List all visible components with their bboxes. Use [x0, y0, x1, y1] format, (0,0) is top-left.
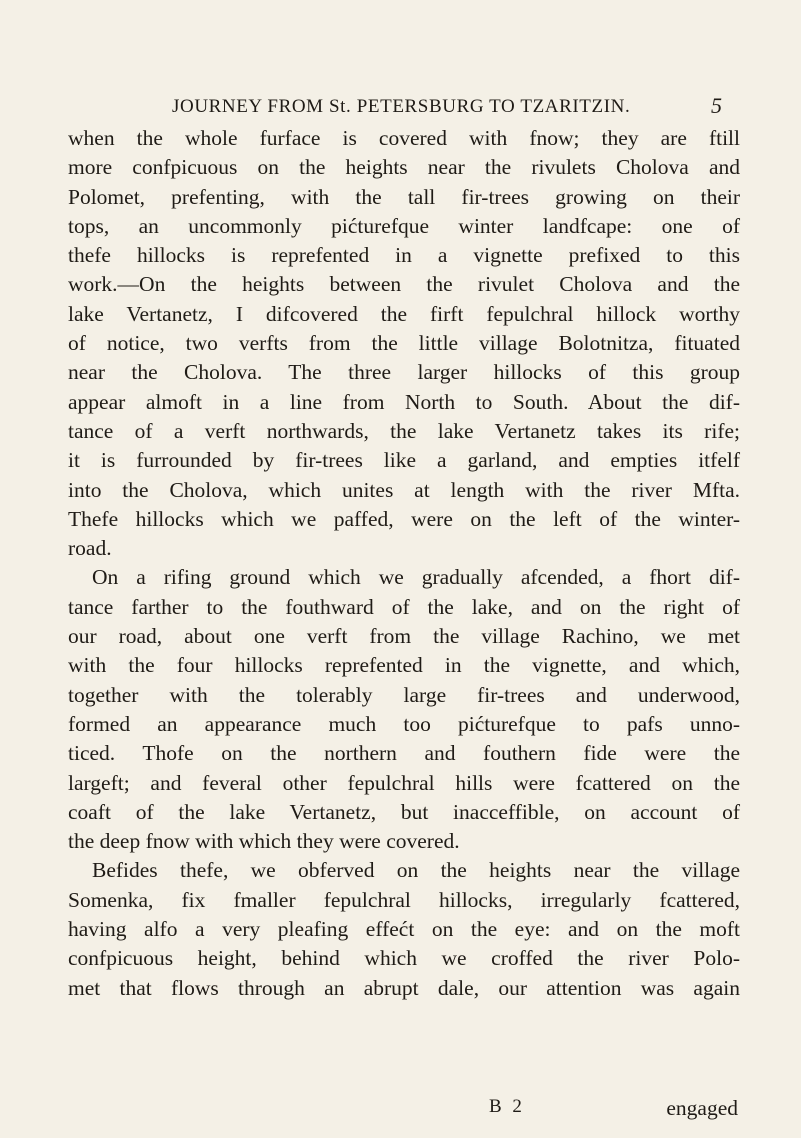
text-line: met that flows through an abrupt dale, our attention was again [68, 975, 740, 1000]
text-line: work.—On the heights between the rivulet Cholova and the [68, 272, 740, 297]
text-line: On a rifing ground which we gradually afcended, a fhort dif- [92, 565, 740, 590]
text-line: our road, about one verft from the village Rachino, we met [68, 624, 740, 649]
text-line: the deep fnow with which they were covered. [68, 829, 460, 854]
text-line: having alfo a very pleafing effećt on the eye: and on the moft [68, 917, 740, 942]
text-line: confpicuous height, behind which we croffed the river Polo- [68, 946, 740, 971]
text-line: formed an appearance much too pićturefque to pafs unno- [68, 711, 740, 736]
page-number: 5 [711, 93, 722, 118]
text-line: thefe hillocks is reprefented in a vignette prefixed to this [68, 243, 740, 268]
body-text [68, 124, 740, 1003]
text-line: road. [68, 536, 112, 561]
text-line: Befides thefe, we obferved on the heights near the village [92, 858, 740, 883]
page-footer [68, 1096, 740, 1126]
text-line: into the Cholova, which unites at length with the river Mfta. [68, 477, 740, 502]
text-line: of notice, two verfts from the little village Bolotnitza, fituated [68, 331, 740, 356]
text-line: together with the tolerably large fir-trees and underwood, [68, 682, 740, 707]
text-line: tance farther to the fouthward of the lake, and on the right of [68, 594, 740, 619]
text-line: with the four hillocks reprefented in the vignette, and which, [68, 653, 740, 678]
text-line: near the Cholova. The three larger hillocks of this group [68, 360, 740, 385]
text-line: more confpicuous on the heights near the rivulets Cholova and [68, 155, 740, 180]
text-line: Somenka, fix fmaller fepulchral hillocks, irregularly fcattered, [68, 887, 740, 912]
text-line: when the whole furface is covered with fnow; they are ftill [68, 126, 740, 150]
text-line: largeft; and feveral other fepulchral hills were fcattered on the [68, 770, 740, 795]
text-line: coaft of the lake Vertanetz, but inacceffible, on account of [68, 799, 740, 824]
text-line: lake Vertanetz, I difcovered the firft fepulchral hillock worthy [68, 301, 740, 326]
text-line: appear almoft in a line from North to South. About the dif- [68, 389, 740, 414]
running-head: JOURNEY FROM St. PETERSBURG TO TZARITZIN. [172, 96, 631, 117]
text-line: it is furrounded by fir-trees like a garland, and empties itfelf [68, 448, 740, 473]
text-line: tance of a verft northwards, the lake Vertanetz takes its rife; [68, 418, 740, 443]
catchword: engaged [666, 1096, 738, 1120]
text-line: Polomet, prefenting, with the tall fir-trees growing on their [68, 184, 740, 209]
text-line: ticed. Thofe on the northern and fouthern fide were the [68, 741, 740, 766]
text-line: Thefe hillocks which we paffed, were on the left of the winter- [68, 506, 740, 531]
signature-mark: B 2 [489, 1096, 525, 1117]
text-line: tops, an uncommonly pićturefque winter landfcape: one of [68, 213, 740, 238]
